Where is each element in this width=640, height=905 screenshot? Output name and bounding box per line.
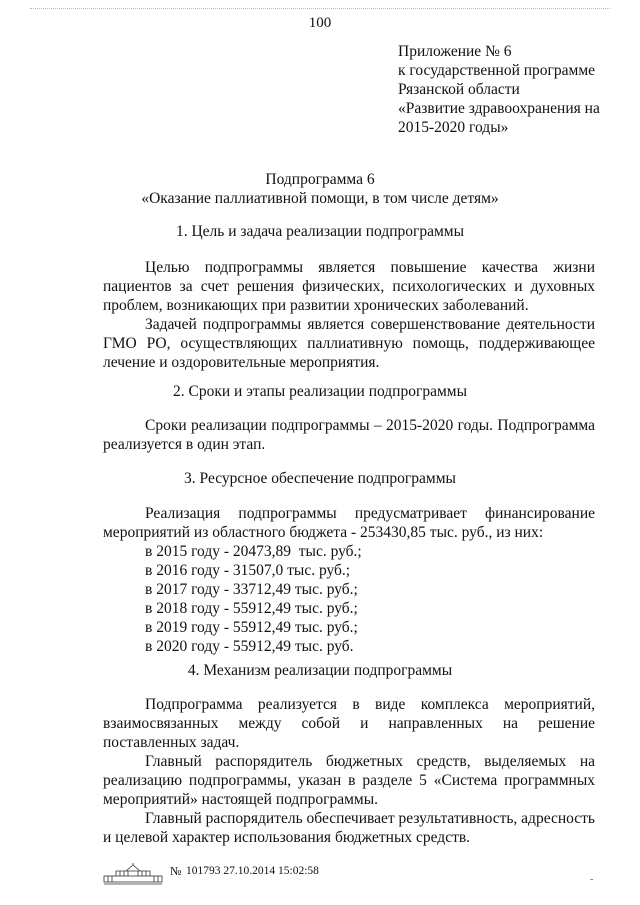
section-1-paragraph-1: Целью подпрограммы является повышение качества жизни пациентов за счет решения физических, психологических и духовных проблем, возникающих при развитии хронических заболеваний.	[103, 259, 595, 314]
page-number: 100	[308, 15, 332, 31]
document-stamp: 101793 27.10.2014 15:02:58	[186, 865, 319, 877]
section-1-heading: 1. Цель и задача реализации подпрограммы	[175, 223, 465, 240]
subprogram-title: Подпрограмма 6	[265, 171, 375, 188]
document-number-mark: №	[170, 864, 182, 878]
section-4-paragraph-3: Главный распорядитель обеспечивает результативность, адресность и целевой характер использования бюджетных средств.	[103, 810, 595, 846]
funding-item: в 2019 году - 55912,49 тыс. руб.;	[145, 619, 358, 636]
section-2-paragraph-1: Сроки реализации подпрограммы – 2015-2020 годы. Подпрограмма реализуется в один этап.	[103, 417, 595, 453]
section-4-heading: 4. Механизм реализации подпрограммы	[187, 662, 453, 679]
funding-item: в 2015 году - 20473,89 тыс. руб.;	[145, 543, 362, 560]
section-3-paragraph-1: Реализация подпрограммы предусматривает финансирование мероприятий из областного бюджета - 253430,85 тыс. руб., из них:	[103, 505, 595, 541]
scan-dash: -	[590, 874, 594, 885]
section-4-paragraph-1: Подпрограмма реализуется в виде комплекса мероприятий, взаимосвязанных между собой и направленных на решение поставленных задач.	[103, 696, 595, 751]
section-1-paragraph-2: Задачей подпрограммы является совершенствование деятельности ГМО РО, осуществляющих паллиативную помощь, поддерживающее лечение и оздоровительные мероприятия.	[103, 316, 595, 371]
appendix-line: «Развитие здравоохранения на	[398, 100, 600, 117]
appendix-line: Приложение № 6	[398, 43, 512, 60]
section-4-paragraph-2: Главный распорядитель бюджетных средств, выделяемых на реализацию подпрограммы, указан в разделе 5 «Система программных мероприятий» настоящей подпрограммы.	[103, 753, 595, 808]
section-2-heading: 2. Сроки и этапы реализации подпрограммы	[172, 383, 467, 400]
appendix-line: Рязанской области	[398, 81, 520, 98]
building-emblem-icon	[102, 862, 164, 886]
subprogram-subtitle: «Оказание паллиативной помощи, в том числе детям»	[141, 190, 499, 207]
funding-item: в 2018 году - 55912,49 тыс. руб.;	[145, 600, 358, 617]
appendix-line: 2015-2020 годы»	[398, 119, 509, 136]
section-3-heading: 3. Ресурсное обеспечение подпрограммы	[184, 470, 456, 487]
funding-list	[145, 542, 362, 656]
scan-noise-line	[30, 8, 610, 13]
appendix-block	[398, 42, 628, 137]
funding-item: в 2020 году - 55912,49 тыс. руб.	[145, 638, 354, 655]
funding-item: в 2016 году - 31507,0 тыс. руб.;	[145, 562, 351, 579]
appendix-line: к государственной программе	[398, 62, 596, 79]
funding-item: в 2017 году - 33712,49 тыс. руб.;	[145, 581, 358, 598]
